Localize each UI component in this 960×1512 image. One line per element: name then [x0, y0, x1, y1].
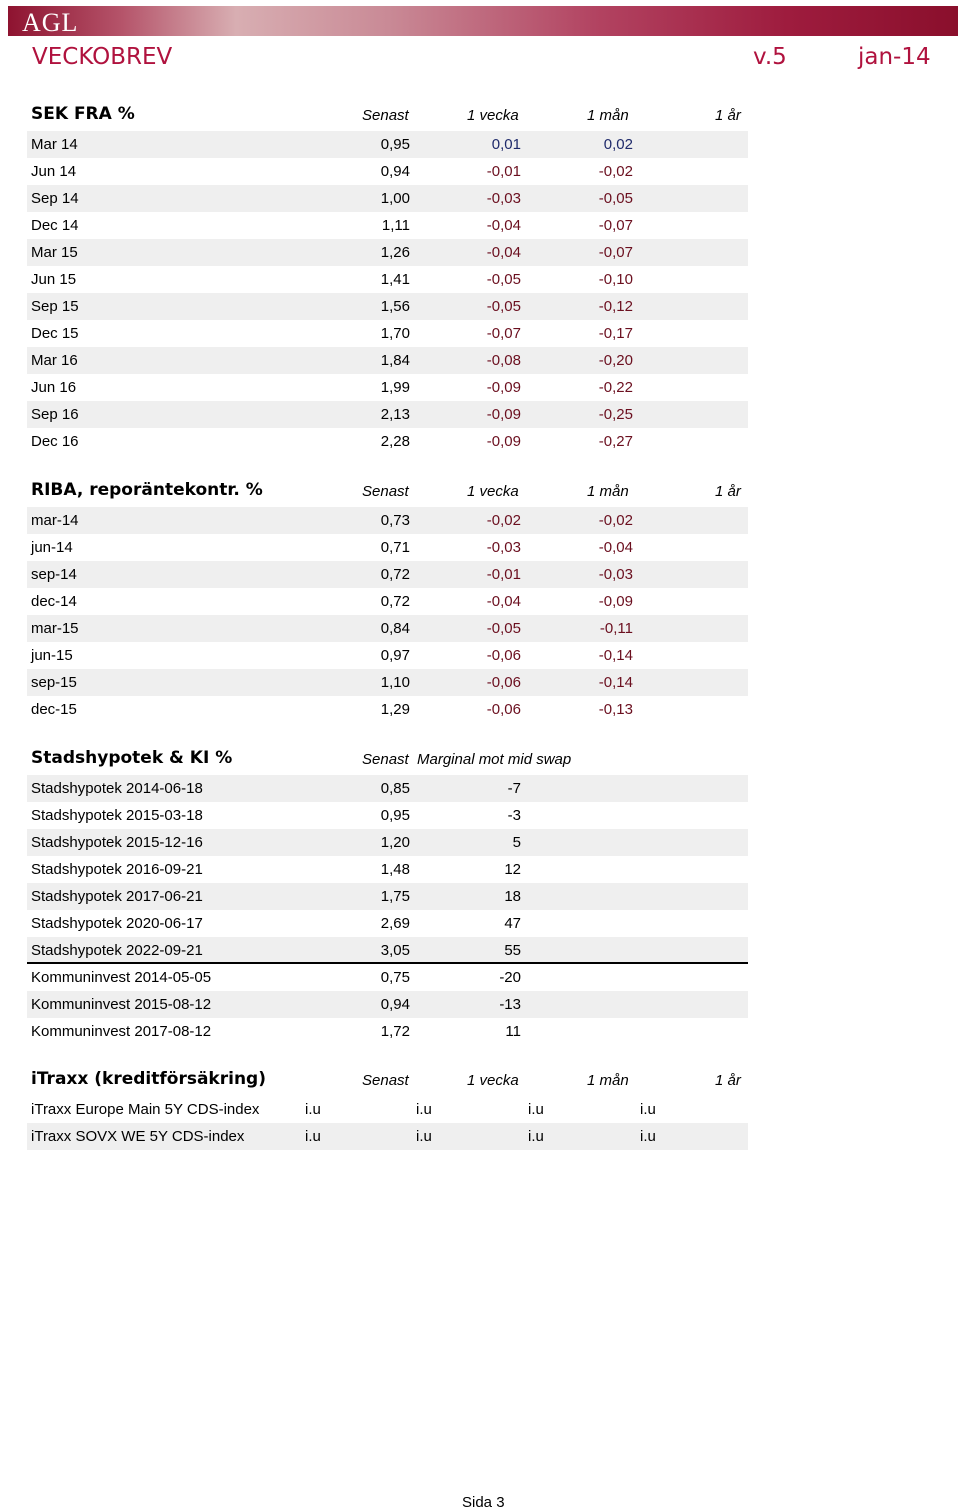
table-row: [27, 212, 748, 239]
latest-value: 0,94: [380, 163, 410, 180]
month-change-value: -0,22: [598, 379, 633, 396]
week-change-value: -0,03: [486, 539, 521, 556]
month-change-value: -0,10: [598, 271, 633, 288]
row-label: iTraxx Europe Main 5Y CDS-index: [31, 1101, 260, 1118]
week-change-value: -0,08: [486, 352, 521, 369]
agl-logo: AGL: [22, 8, 79, 37]
page-number: Sida 3: [462, 1494, 505, 1511]
row-label: dec-14: [31, 593, 77, 610]
week-change-value: -0,06: [486, 701, 521, 718]
table-row: [27, 802, 748, 829]
week-change-value: -0,04: [486, 593, 521, 610]
itraxx-header: [27, 1068, 748, 1096]
month-change-value: -0,17: [598, 325, 633, 342]
row-label: Stadshypotek 2017-06-21: [31, 888, 203, 905]
latest-value: 1,11: [381, 217, 410, 234]
row-label: Sep 15: [31, 298, 79, 315]
riba-section: [27, 479, 748, 723]
month-change-value: -0,09: [598, 593, 633, 610]
table-row: [27, 185, 748, 212]
margin-value: 18: [504, 888, 521, 905]
table-row: [27, 239, 748, 266]
fra-header: [27, 103, 748, 131]
row-label: Dec 15: [31, 325, 79, 342]
col-year-label: 1 år: [715, 1072, 741, 1089]
latest-value: 1,56: [380, 298, 410, 315]
row-label: Mar 15: [31, 244, 78, 261]
latest-value: 1,99: [380, 379, 410, 396]
latest-value: 0,72: [380, 566, 410, 583]
col-month-label: 1 mån: [587, 107, 629, 124]
row-label: dec-15: [31, 701, 77, 718]
stad-table: [27, 775, 748, 1045]
week-change-value: -0,06: [486, 674, 521, 691]
latest-value: i.u: [305, 1101, 321, 1118]
latest-value: 0,84: [380, 620, 410, 637]
week-change-value: -0,02: [486, 512, 521, 529]
row-label: Mar 14: [31, 136, 78, 153]
latest-value: 2,13: [380, 406, 410, 423]
col-month-label: 1 mån: [587, 483, 629, 500]
table-row: [27, 1123, 748, 1150]
latest-value: 1,29: [380, 701, 410, 718]
latest-value: 0,73: [380, 512, 410, 529]
stad-section: [27, 747, 748, 1045]
week-change-value: -0,07: [486, 325, 521, 342]
header-banner: [8, 6, 958, 36]
week-change-value: -0,01: [486, 566, 521, 583]
latest-value: 1,20: [380, 834, 410, 851]
row-label: jun-14: [31, 539, 73, 556]
month-change-value: -0,11: [599, 620, 633, 637]
year-change-value: i.u: [640, 1101, 656, 1118]
col-year-label: 1 år: [715, 107, 741, 124]
margin-value: -7: [507, 780, 521, 797]
col-week-label: 1 vecka: [467, 483, 519, 500]
margin-value: 47: [504, 915, 521, 932]
week-label: v.5: [753, 44, 787, 70]
month-change-value: -0,25: [598, 406, 633, 423]
week-change-value: -0,05: [486, 298, 521, 315]
margin-value: 5: [512, 834, 521, 851]
row-label: Jun 14: [31, 163, 77, 180]
month-change-value: -0,14: [598, 674, 633, 691]
table-row: [27, 883, 748, 910]
week-change-value: -0,09: [486, 379, 521, 396]
month-change-value: -0,27: [598, 433, 633, 450]
col-latest-label: Senast: [362, 483, 409, 500]
latest-value: 0,94: [380, 996, 410, 1013]
row-label: Sep 14: [31, 190, 79, 207]
margin-value: -13: [499, 996, 521, 1013]
table-row: [27, 131, 748, 158]
fra-table: [27, 131, 748, 455]
table-row: [27, 775, 748, 802]
latest-value: 1,70: [380, 325, 410, 342]
year-change-value: i.u: [640, 1128, 656, 1145]
row-label: iTraxx SOVX WE 5Y CDS-index: [31, 1128, 245, 1145]
row-label: Stadshypotek 2016-09-21: [31, 861, 203, 878]
row-label: Sep 16: [31, 406, 79, 423]
row-label: Jun 16: [31, 379, 77, 396]
month-change-value: -0,05: [598, 190, 633, 207]
row-label: Stadshypotek 2015-03-18: [31, 807, 203, 824]
col-week-label: 1 vecka: [467, 107, 519, 124]
latest-value: 1,72: [380, 1023, 410, 1040]
row-label: Mar 16: [31, 352, 78, 369]
date-label: jan-14: [858, 44, 931, 70]
table-row: [27, 937, 748, 964]
month-change-value: -0,07: [598, 217, 633, 234]
latest-value: 2,28: [380, 433, 410, 450]
latest-value: 1,10: [380, 674, 410, 691]
margin-value: 11: [505, 1023, 521, 1040]
month-change-value: -0,20: [598, 352, 633, 369]
latest-value: 1,00: [380, 190, 410, 207]
stad-title: Stadshypotek & KI %: [31, 748, 233, 768]
latest-value: 0,95: [380, 136, 410, 153]
row-label: sep-15: [31, 674, 77, 691]
margin-value: 55: [504, 942, 521, 959]
week-change-value: -0,04: [486, 217, 521, 234]
table-row: [27, 158, 748, 185]
page-title: VECKOBREV: [32, 44, 173, 70]
table-row: [27, 991, 748, 1018]
row-label: sep-14: [31, 566, 77, 583]
week-change-value: -0,03: [486, 190, 521, 207]
row-label: jun-15: [31, 647, 73, 664]
itraxx-title: iTraxx (kreditförsäkring): [31, 1069, 266, 1089]
week-change-value: -0,01: [486, 163, 521, 180]
month-change-value: -0,14: [598, 647, 633, 664]
row-label: Stadshypotek 2014-06-18: [31, 780, 203, 797]
month-change-value: -0,04: [598, 539, 633, 556]
col-latest-label: Senast: [362, 751, 409, 768]
margin-value: -20: [499, 969, 521, 986]
row-label: Jun 15: [31, 271, 77, 288]
table-row: [27, 642, 748, 669]
month-change-value: -0,03: [598, 566, 633, 583]
col-latest-label: Senast: [362, 107, 409, 124]
week-change-value: -0,09: [486, 433, 521, 450]
riba-header: [27, 479, 748, 507]
table-row: [27, 696, 748, 723]
table-row: [27, 588, 748, 615]
latest-value: 0,85: [380, 780, 410, 797]
week-change-value: -0,06: [486, 647, 521, 664]
riba-title: RIBA, reporäntekontr. %: [31, 480, 263, 500]
col-latest-label: Senast: [362, 1072, 409, 1089]
table-row: [27, 561, 748, 588]
margin-value: 12: [504, 861, 521, 878]
row-label: Dec 16: [31, 433, 79, 450]
col-month-label: 1 mån: [587, 1072, 629, 1089]
table-row: [27, 615, 748, 642]
table-row: [27, 964, 748, 991]
table-row: [27, 1096, 748, 1123]
latest-value: 0,72: [380, 593, 410, 610]
itraxx-table: [27, 1096, 748, 1150]
week-change-value: -0,05: [486, 271, 521, 288]
col-margin-label: Marginal mot mid swap: [417, 751, 572, 768]
latest-value: 1,75: [380, 888, 410, 905]
row-label: Stadshypotek 2020-06-17: [31, 915, 203, 932]
table-row: [27, 910, 748, 937]
table-row: [27, 1018, 748, 1045]
latest-value: 1,41: [380, 271, 410, 288]
week-change-value: i.u: [416, 1128, 432, 1145]
month-change-value: -0,13: [598, 701, 633, 718]
table-row: [27, 534, 748, 561]
col-year-label: 1 år: [715, 483, 741, 500]
table-row: [27, 320, 748, 347]
row-label: mar-15: [31, 620, 79, 637]
latest-value: i.u: [305, 1128, 321, 1145]
latest-value: 1,26: [380, 244, 410, 261]
fra-section: [27, 103, 748, 455]
week-change-value: i.u: [416, 1101, 432, 1118]
row-label: Stadshypotek 2015-12-16: [31, 834, 203, 851]
margin-value: -3: [507, 807, 521, 824]
row-label: Kommuninvest 2014-05-05: [31, 969, 212, 986]
week-change-value: -0,05: [486, 620, 521, 637]
table-row: [27, 428, 748, 455]
table-row: [27, 401, 748, 428]
latest-value: 0,75: [380, 969, 410, 986]
table-row: [27, 266, 748, 293]
week-change-value: -0,04: [486, 244, 521, 261]
latest-value: 1,84: [380, 352, 410, 369]
row-label: Kommuninvest 2015-08-12: [31, 996, 212, 1013]
riba-table: [27, 507, 748, 723]
latest-value: 0,97: [380, 647, 410, 664]
month-change-value: -0,07: [598, 244, 633, 261]
latest-value: 0,95: [380, 807, 410, 824]
month-change-value: i.u: [528, 1128, 544, 1145]
col-week-label: 1 vecka: [467, 1072, 519, 1089]
stad-header: [27, 747, 748, 775]
table-row: [27, 293, 748, 320]
table-row: [27, 347, 748, 374]
month-change-value: -0,12: [598, 298, 633, 315]
row-label: mar-14: [31, 512, 79, 529]
table-row: [27, 856, 748, 883]
week-change-value: -0,09: [486, 406, 521, 423]
row-label: Dec 14: [31, 217, 79, 234]
row-label: Kommuninvest 2017-08-12: [31, 1023, 212, 1040]
table-row: [27, 374, 748, 401]
latest-value: 3,05: [380, 942, 410, 959]
month-change-value: -0,02: [598, 163, 633, 180]
latest-value: 0,71: [380, 539, 410, 556]
fra-title: SEK FRA %: [31, 104, 135, 124]
month-change-value: -0,02: [598, 512, 633, 529]
latest-value: 2,69: [380, 915, 410, 932]
latest-value: 1,48: [380, 861, 410, 878]
table-row: [27, 507, 748, 534]
itraxx-section: [27, 1068, 748, 1150]
row-label: Stadshypotek 2022-09-21: [31, 942, 203, 959]
table-row: [27, 829, 748, 856]
week-change-value: 0,01: [491, 136, 521, 153]
table-row: [27, 669, 748, 696]
month-change-value: 0,02: [603, 136, 633, 153]
month-change-value: i.u: [528, 1101, 544, 1118]
